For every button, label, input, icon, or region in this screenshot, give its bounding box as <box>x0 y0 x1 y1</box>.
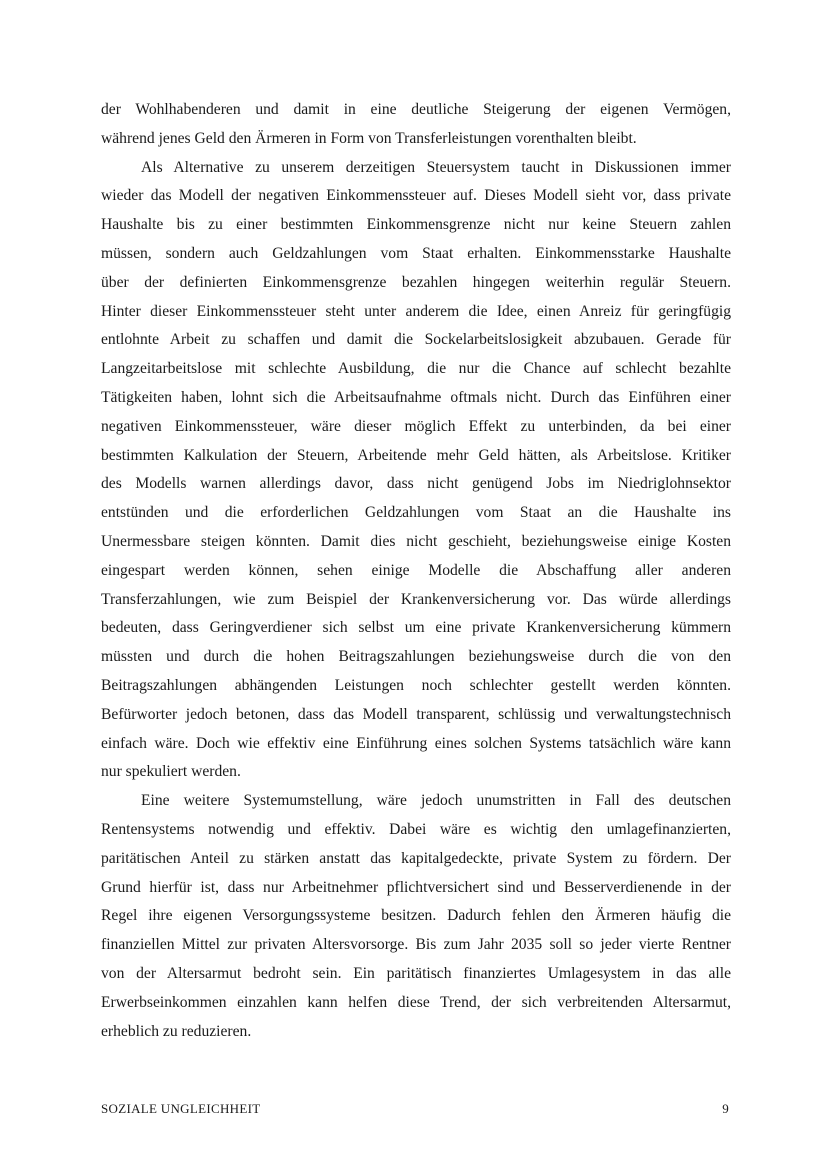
text-line: Eine weitere Systemumstellung, wäre jedoch unumstritten in Fall des deutschen <box>141 792 731 810</box>
text-line: entstünden und die erforderlichen Geldzahlungen vom Staat an die Haushalte ins <box>101 504 731 522</box>
text-line: Tätigkeiten haben, lohnt sich die Arbeitsaufnahme oftmals nicht. Durch das Einführen einer <box>101 388 731 406</box>
text-line: Beitragszahlungen abhängenden Leistungen noch schlechter gestellt werden könnten. <box>101 676 731 694</box>
text-line: müssten und durch die hohen Beitragszahlungen beziehungsweise durch die von den <box>101 648 731 666</box>
text-line: negativen Einkommenssteuer, wäre dieser möglich Effekt zu unterbinden, da bei einer <box>101 417 731 435</box>
text-line: entlohnte Arbeit zu schaffen und damit die Sockelarbeitslosigkeit abzubauen. Gerade für <box>101 331 731 349</box>
text-line: müssen, sondern auch Geldzahlungen vom Staat erhalten. Einkommensstarke Haushalte <box>101 244 731 262</box>
text-line: Befürworter jedoch betonen, dass das Modell transparent, schlüssig und verwaltungstechnisch <box>101 705 731 723</box>
text-line: Als Alternative zu unserem derzeitigen Steuersystem taucht in Diskussionen immer <box>141 158 731 176</box>
paragraph <box>101 96 731 154</box>
paragraph <box>101 154 731 788</box>
text-line: der Wohlhabenderen und damit in eine deutliche Steigerung der eigenen Vermögen, <box>101 101 731 118</box>
text-line: Hinter dieser Einkommenssteuer steht unter anderem die Idee, einen Anreiz für geringfügig <box>101 302 731 320</box>
text-line: nur spekuliert werden. <box>101 763 241 781</box>
text-line: Unermessbare steigen könnten. Damit dies nicht geschieht, beziehungsweise einige Kosten <box>101 532 731 550</box>
text-line: paritätischen Anteil zu stärken anstatt das kapitalgedeckte, private System zu fördern. Der <box>101 849 731 867</box>
text-line: bestimmten Kalkulation der Steuern, Arbeitende mehr Geld hätten, als Arbeitslose. Kritiker <box>101 446 731 464</box>
text-line: wieder das Modell der negativen Einkommenssteuer auf. Dieses Modell sieht vor, dass private <box>101 187 731 205</box>
text-line: Transferzahlungen, wie zum Beispiel der Krankenversicherung vor. Das würde allerdings <box>101 590 731 608</box>
text-line: eingespart werden können, sehen einige Modelle die Abschaffung aller anderen <box>101 561 731 579</box>
text-line: Erwerbseinkommen einzahlen kann helfen diese Trend, der sich verbreitenden Altersarmut, <box>101 993 731 1011</box>
text-line: Haushalte bis zu einer bestimmten Einkommensgrenze nicht nur keine Steuern zahlen <box>101 216 731 234</box>
text-line: Grund hierfür ist, dass nur Arbeitnehmer pflichtversichert sind und Besserverdienende in der <box>101 878 731 896</box>
text-line: Rentensystems notwendig und effektiv. Dabei wäre es wichtig den umlagefinanzierten, <box>101 820 731 838</box>
text-line: finanziellen Mittel zur privaten Altersvorsorge. Bis zum Jahr 2035 soll so jeder vierte Rentner <box>101 936 731 954</box>
text-line: Regel ihre eigenen Versorgungssysteme besitzen. Dadurch fehlen den Ärmeren häufig die <box>101 907 731 925</box>
text-line: von der Altersarmut bedroht sein. Ein paritätisch finanziertes Umlagesystem in das alle <box>101 964 731 982</box>
text-line: erheblich zu reduzieren. <box>101 1022 252 1040</box>
page-number: 9 <box>722 1101 729 1116</box>
text-line: über der definierten Einkommensgrenze bezahlen hingegen weiterhin regulär Steuern. <box>101 273 731 291</box>
text-line: Langzeitarbeitslose mit schlechte Ausbildung, die nur die Chance auf schlecht bezahlte <box>101 360 731 378</box>
page-footer <box>101 1101 729 1121</box>
text-line: während jenes Geld den Ärmeren in Form von Transferleistungen vorenthalten bleibt. <box>101 129 637 147</box>
paragraph <box>101 787 731 1046</box>
text-line: des Modells warnen allerdings davor, dass nicht genügend Jobs im Niedriglohnsektor <box>101 475 731 493</box>
text-line: einfach wäre. Doch wie effektiv eine Einführung eines solchen Systems tatsächlich wäre kann <box>101 734 731 752</box>
footer-title: SOZIALE UNGLEICHHEIT <box>101 1101 261 1116</box>
body-text <box>101 96 731 1046</box>
text-line: bedeuten, dass Geringverdiener sich selbst um eine private Krankenversicherung kümmern <box>101 619 731 637</box>
